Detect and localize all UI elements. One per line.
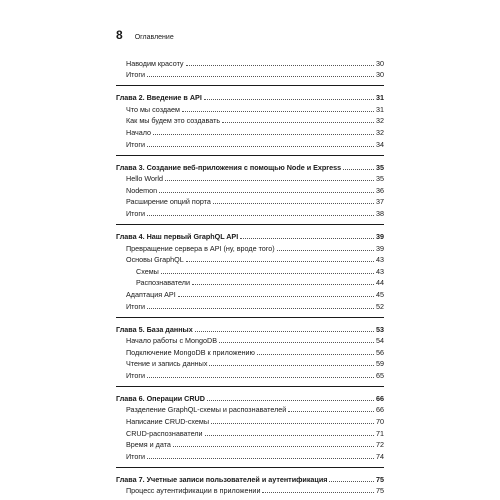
toc-entry-title: Наводим красоту bbox=[126, 58, 184, 68]
toc-section-entry bbox=[116, 172, 384, 184]
toc-entry-page: 30 bbox=[376, 58, 384, 68]
toc-entry-page: 52 bbox=[376, 301, 384, 311]
toc-section-entry bbox=[116, 56, 384, 68]
toc-section-entry bbox=[116, 114, 384, 126]
toc-entry-title: Глава 4. Наш первый GraphQL API bbox=[116, 231, 239, 241]
toc-section-entry bbox=[116, 403, 384, 415]
toc-entry-title: Итоги bbox=[126, 70, 146, 80]
toc-entry-page: 71 bbox=[376, 428, 384, 438]
table-of-contents bbox=[116, 56, 384, 495]
toc-entry-page: 66 bbox=[376, 393, 384, 403]
toc-entry-page: 75 bbox=[376, 486, 384, 496]
toc-entry-page: 35 bbox=[376, 162, 384, 172]
dot-leader bbox=[329, 481, 374, 482]
toc-section-entry bbox=[116, 68, 384, 80]
page-header bbox=[116, 28, 174, 42]
dot-leader bbox=[204, 99, 374, 100]
toc-section-entry bbox=[116, 137, 384, 149]
toc-entry-title: Итоги bbox=[126, 139, 146, 149]
toc-chapter-entry bbox=[116, 161, 384, 172]
toc-section-entry bbox=[116, 426, 384, 438]
toc-entry-title: Время и дата bbox=[126, 440, 171, 450]
toc-entry-title: Глава 5. База данных bbox=[116, 324, 193, 334]
toc-entry-page: 35 bbox=[376, 174, 384, 184]
toc-chapter-entry bbox=[116, 91, 384, 102]
toc-section-entry bbox=[116, 438, 384, 450]
toc-entry-page: 38 bbox=[376, 208, 384, 218]
toc-entry-title: Как мы будем это создавать bbox=[126, 116, 221, 126]
chapter-divider bbox=[116, 317, 384, 318]
toc-entry-title: Nodemon bbox=[126, 185, 158, 195]
toc-entry-page: 74 bbox=[376, 451, 384, 461]
toc-chapter-entry bbox=[116, 473, 384, 484]
toc-entry-page: 56 bbox=[376, 347, 384, 357]
toc-entry-title: Разделение GraphQL-схемы и распознавателей bbox=[126, 405, 287, 415]
toc-entry-title: Процесс аутентификации в приложении bbox=[126, 486, 261, 496]
toc-entry-title: Итоги bbox=[126, 451, 146, 461]
toc-entry-page: 39 bbox=[376, 231, 384, 241]
toc-entry-page: 75 bbox=[376, 474, 384, 484]
toc-entry-page: 66 bbox=[376, 405, 384, 415]
dot-leader bbox=[262, 492, 374, 493]
toc-section-entry bbox=[116, 449, 384, 461]
toc-entry-page: 37 bbox=[376, 197, 384, 207]
toc-entry-page: 32 bbox=[376, 116, 384, 126]
toc-entry-title: Адаптация API bbox=[126, 289, 176, 299]
dot-leader bbox=[147, 215, 374, 216]
dot-leader bbox=[277, 250, 374, 251]
toc-section-entry bbox=[116, 299, 384, 311]
toc-entry-page: 44 bbox=[376, 278, 384, 288]
toc-entry-title: Что мы создаем bbox=[126, 104, 180, 114]
dot-leader bbox=[213, 203, 374, 204]
chapter-divider bbox=[116, 155, 384, 156]
toc-entry-page: 43 bbox=[376, 266, 384, 276]
dot-leader bbox=[165, 180, 374, 181]
toc-entry-title: Превращение сервера в API (ну, вроде того) bbox=[126, 243, 275, 253]
toc-section-entry bbox=[116, 345, 384, 357]
toc-section-entry bbox=[116, 414, 384, 426]
toc-entry-title: Написание CRUD-схемы bbox=[126, 417, 210, 427]
toc-section-entry bbox=[116, 206, 384, 218]
toc-entry-title: Итоги bbox=[126, 370, 146, 380]
toc-entry-title: Начало работы с MongoDB bbox=[126, 336, 217, 346]
toc-entry-page: 53 bbox=[376, 324, 384, 334]
dot-leader bbox=[257, 354, 374, 355]
toc-entry-page: 43 bbox=[376, 255, 384, 265]
dot-leader bbox=[147, 146, 374, 147]
toc-entry-page: 59 bbox=[376, 359, 384, 369]
toc-entry-title: Начало bbox=[126, 127, 152, 137]
toc-section-entry bbox=[116, 276, 384, 288]
toc-entry-title: Подключение MongoDB к приложению bbox=[126, 347, 255, 357]
toc-entry-page: 34 bbox=[376, 139, 384, 149]
dot-leader bbox=[182, 111, 374, 112]
toc-section-entry bbox=[116, 357, 384, 369]
toc-section-entry bbox=[116, 241, 384, 253]
toc-entry-title: Основы GraphQL bbox=[126, 255, 184, 265]
toc-chapter-entry bbox=[116, 230, 384, 241]
toc-section-entry bbox=[116, 195, 384, 207]
toc-entry-page: 32 bbox=[376, 127, 384, 137]
toc-entry-title: CRUD-распознаватели bbox=[126, 428, 203, 438]
dot-leader bbox=[147, 377, 374, 378]
dot-leader bbox=[222, 122, 374, 123]
dot-leader bbox=[186, 261, 374, 262]
dot-leader bbox=[147, 458, 374, 459]
toc-entry-page: 31 bbox=[376, 93, 384, 103]
dot-leader bbox=[178, 296, 374, 297]
toc-section-entry bbox=[116, 264, 384, 276]
toc-entry-page: 36 bbox=[376, 185, 384, 195]
dot-leader bbox=[343, 169, 374, 170]
toc-chapter-entry bbox=[116, 323, 384, 334]
toc-entry-title: Hello World bbox=[126, 174, 164, 184]
toc-entry-page: 39 bbox=[376, 243, 384, 253]
toc-entry-title: Глава 6. Операции CRUD bbox=[116, 393, 205, 403]
dot-leader bbox=[153, 134, 374, 135]
toc-entry-title: Итоги bbox=[126, 208, 146, 218]
chapter-divider bbox=[116, 386, 384, 387]
toc-entry-title: Глава 7. Учетные записи пользователей и аутентификация bbox=[116, 474, 328, 484]
dot-leader bbox=[186, 65, 374, 66]
dot-leader bbox=[147, 76, 374, 77]
toc-entry-title: Итоги bbox=[126, 301, 146, 311]
toc-entry-title: Чтение и запись данных bbox=[126, 359, 208, 369]
dot-leader bbox=[219, 342, 374, 343]
toc-entry-title: Глава 2. Введение в API bbox=[116, 93, 202, 103]
toc-entry-title: Схемы bbox=[136, 266, 159, 276]
dot-leader bbox=[205, 435, 374, 436]
dot-leader bbox=[288, 411, 374, 412]
toc-section-entry bbox=[116, 484, 384, 496]
toc-entry-page: 65 bbox=[376, 370, 384, 380]
toc-section-entry bbox=[116, 102, 384, 114]
dot-leader bbox=[240, 238, 374, 239]
running-title: Оглавление bbox=[134, 34, 174, 41]
toc-section-entry bbox=[116, 125, 384, 137]
toc-entry-page: 72 bbox=[376, 440, 384, 450]
toc-entry-page: 30 bbox=[376, 70, 384, 80]
dot-leader bbox=[207, 400, 374, 401]
toc-entry-page: 70 bbox=[376, 417, 384, 427]
dot-leader bbox=[161, 273, 374, 274]
toc-entry-page: 45 bbox=[376, 289, 384, 299]
toc-section-entry bbox=[116, 253, 384, 265]
toc-section-entry bbox=[116, 287, 384, 299]
toc-section-entry bbox=[116, 368, 384, 380]
toc-entry-title: Расширение опций порта bbox=[126, 197, 211, 207]
chapter-divider bbox=[116, 224, 384, 225]
toc-entry-title: Распознаватели bbox=[136, 278, 190, 288]
dot-leader bbox=[192, 284, 374, 285]
dot-leader bbox=[147, 308, 374, 309]
chapter-divider bbox=[116, 85, 384, 86]
toc-entry-page: 54 bbox=[376, 336, 384, 346]
chapter-divider bbox=[116, 467, 384, 468]
toc-section-entry bbox=[116, 183, 384, 195]
toc-entry-page: 31 bbox=[376, 104, 384, 114]
dot-leader bbox=[173, 446, 374, 447]
dot-leader bbox=[159, 192, 374, 193]
toc-entry-title: Глава 3. Создание веб-приложения с помощью Node и Express bbox=[116, 162, 342, 172]
toc-section-entry bbox=[116, 334, 384, 346]
dot-leader bbox=[211, 423, 374, 424]
dot-leader bbox=[195, 331, 374, 332]
dot-leader bbox=[209, 365, 374, 366]
toc-chapter-entry bbox=[116, 392, 384, 403]
page-number: 8 bbox=[116, 28, 123, 42]
